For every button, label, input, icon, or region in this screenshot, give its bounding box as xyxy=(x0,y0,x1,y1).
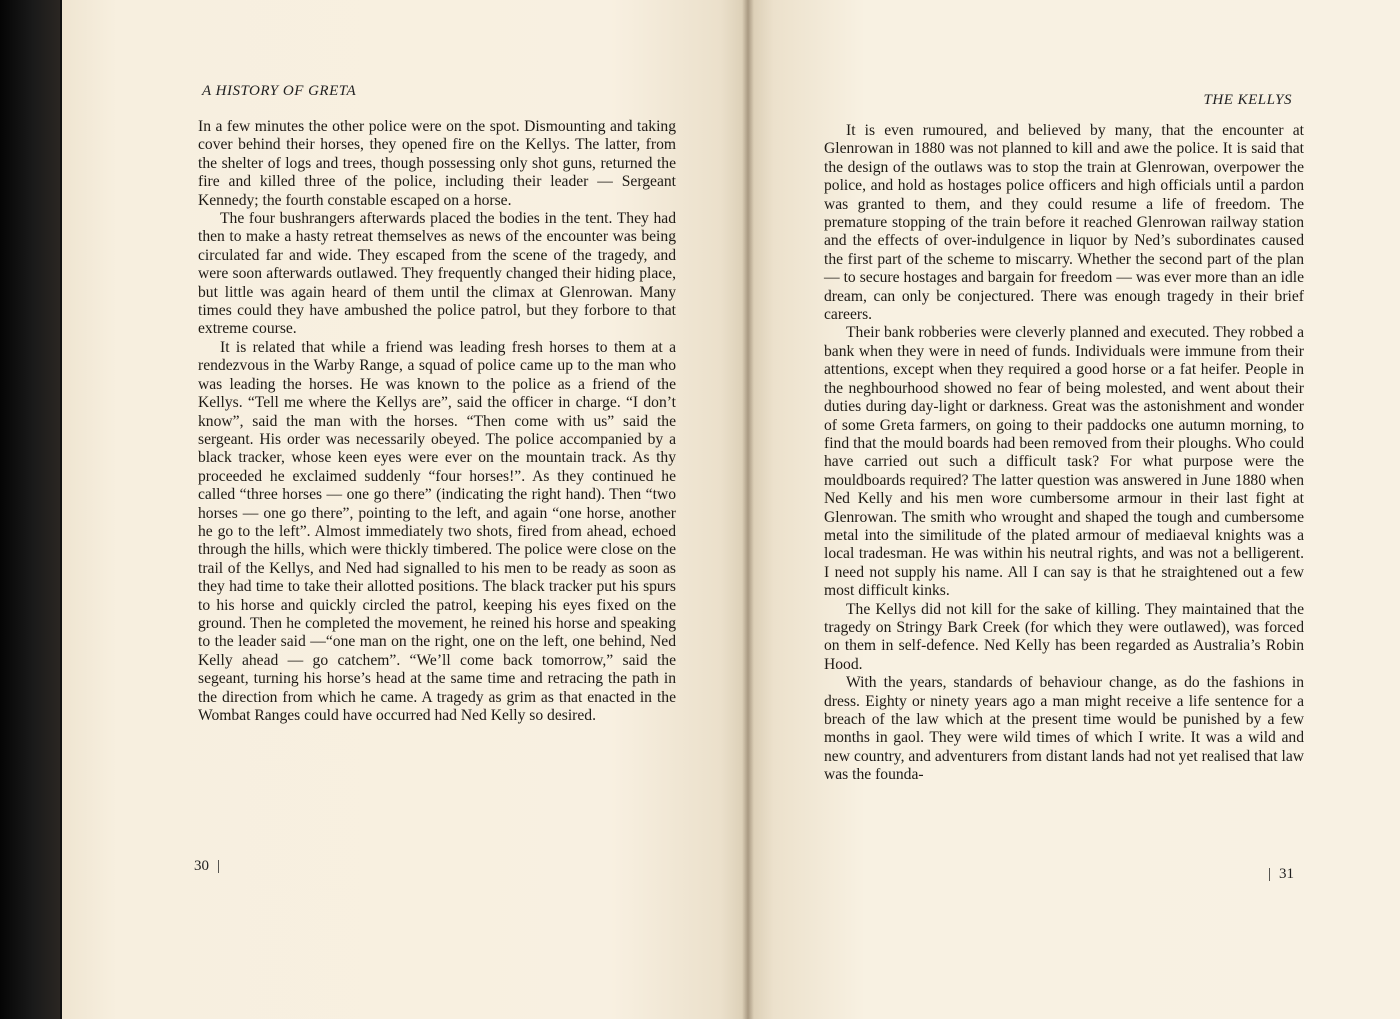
left-page-body xyxy=(198,118,676,725)
paragraph: It is related that while a friend was leading fresh horses to them at a rendezvous in the Warby Range, a squad of police came up to the man who was leading the horses. He was known to the police as a friend of the Kellys. “Tell me where the Kellys are”, said the officer in charge. “I don’t know”, said the man with the horses. “Then come with us” said the sergeant. His order was necessarily obeyed. The police accompanied by a black tracker, whose keen eyes were ever on the mountain track. As thy proceeded he exclaimed suddenly “four horses!”. As they continued he called “three horses — one go there” (indicating the right hand). Then “two horses — one go there”, pointing to the left, and again “one horse, another he go to the left”. Almost immediately two shots, fired from ahead, echoed through the hills, which were thickly timbered. The police were close on the trail of the Kellys, and Ned had signalled to his men to be ready as soon as they had time to take their allotted positions. The black tracker put his spurs to his horse and quickly circled the patrol, keeping his eyes fixed on the ground. Then he completed the movement, he reined his horse and speaking to the leader said —“one man on the right, one on the left, one behind, Ned Kelly ahead — go catchem”. “We’ll come back tomorrow,” said the segeant, turning his horse’s head at the same time and retracing the path in the direction from which he came. A tragedy as grim as that enacted in the Wombat Ranges could have occurred had Ned Kelly so desired. xyxy=(198,338,676,724)
right-page xyxy=(748,0,1400,1019)
right-page-body xyxy=(824,122,1304,785)
left-page xyxy=(62,0,748,1019)
page-number-right xyxy=(1260,866,1294,883)
running-head-left: A HISTORY OF GRETA xyxy=(202,83,357,99)
running-head-right: THE KELLYS xyxy=(1203,92,1292,108)
paragraph: The Kellys did not kill for the sake of killing. They maintained that the tragedy on Stringy Bark Creek (for which they were outlawed), was forced on them in self-defence. Ned Kelly has been regarded as Australia’s Robin Hood. xyxy=(824,600,1304,673)
folio-separator: | xyxy=(217,858,221,874)
book-gutter xyxy=(742,0,754,1019)
page-number: 31 xyxy=(1279,866,1295,882)
page-number-left xyxy=(194,858,228,875)
paragraph: With the years, standards of behaviour change, as do the fashions in dress. Eighty or ninety years ago a man might receive a life sentence for a breach of the law which at the present time would be punished by a few months in gaol. They were wild times of which I write. It was a wild and new country, and adventurers from distant lands had not yet realised that law was the founda- xyxy=(824,674,1304,784)
binding-shadow xyxy=(0,0,60,1019)
paragraph: The four bushrangers afterwards placed the bodies in the tent. They had then to make a hasty retreat themselves as news of the encounter was being circulated far and wide. They escaped from the scene of the tragedy, and were soon afterwards outlawed. They frequently changed their hiding place, but little was again heard of them until the climax at Glenrowan. Many times could they have ambushed the police patrol, but they forbore to that extreme course. xyxy=(198,210,676,338)
page-number: 30 xyxy=(194,858,209,874)
folio-separator: | xyxy=(1268,866,1272,882)
paragraph: It is even rumoured, and believed by many, that the encounter at Glenrowan in 1880 was not planned to kill and awe the police. It is said that the design of the outlaws was to stop the train at Glenrowan, overpower the police, and hold as hostages police officers and high officials until a pardon was granted to them, and they could resume a life of freedom. The premature stopping of the train before it reached Glenrowan railway station and the effects of over-indulgence in liquor by Ned’s subordinates caused the first part of the scheme to miscarry. Whether the second part of the plan — to secure hostages and bargain for freedom — was ever more than an idle dream, can only be conjectured. There was enough tragedy in their brief careers. xyxy=(824,122,1304,324)
paragraph: Their bank robberies were cleverly planned and executed. They robbed a bank when they were in need of funds. Individuals were immune from their attentions, except when they required a good horse or a fat heifer. People in the neghbourhood showed no fear of being molested, and went about their duties during day-light or darkness. Great was the astonishment and wonder of some Greta farmers, on going to their paddocks one autumn morning, to find that the mould boards had been removed from their ploughs. Who could have carried out such a difficult task? For what purpose were the mouldboards required? The latter question was answered in June 1880 when Ned Kelly and his men wore cumbersome armour in their last fight at Glenrowan. The smith who wrought and shaped the tough and cumbersome metal into the similitude of the plated armour of mediaeval knights was a local tradesman. He was within his neutral rights, and was not a belligerent. I need not supply his name. All I can say is that he straightened out a few most difficult kinks. xyxy=(824,324,1304,600)
paragraph: In a few minutes the other police were on the spot. Dismounting and taking cover behind their horses, they opened fire on the Kellys. The latter, from the shelter of logs and trees, though possessing only shot guns, returned the fire and killed three of the police, including their leader — Sergeant Kennedy; the fourth constable escaped on a horse. xyxy=(198,118,676,209)
